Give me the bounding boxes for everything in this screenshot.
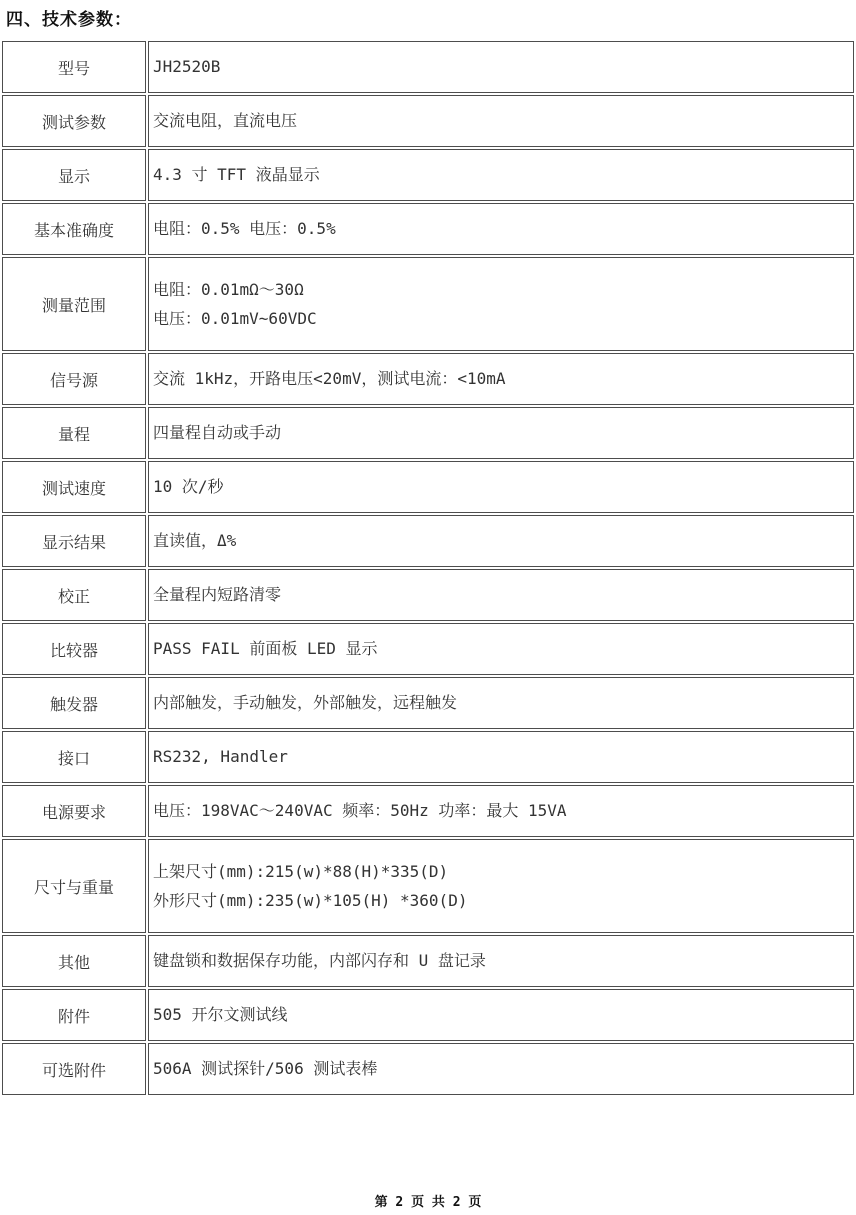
- parameter-name-cell: 测试参数: [2, 95, 146, 147]
- parameter-name-cell: 显示: [2, 149, 146, 201]
- parameter-name-cell: 接口: [2, 731, 146, 783]
- parameter-value-line: 直读值，Δ%: [153, 531, 237, 550]
- table-row: [2, 203, 854, 255]
- spec-table: [0, 39, 856, 1097]
- parameter-value-cell: [148, 839, 854, 933]
- table-row: [2, 785, 854, 837]
- parameter-value-line: JH2520B: [153, 57, 221, 76]
- parameter-value-cell: [148, 731, 854, 783]
- parameter-value-line: 交流电阻，直流电压: [153, 111, 298, 130]
- page-title: 四、技术参数：: [6, 10, 132, 30]
- parameter-value-line: 电阻：0.01mΩ～30Ω: [153, 279, 304, 299]
- parameter-value-cell: [148, 935, 854, 987]
- parameter-name-cell: 尺寸与重量: [2, 839, 146, 933]
- parameter-value-line: 506A 测试探针/506 测试表棒: [153, 1059, 378, 1078]
- parameter-name-cell: 型号: [2, 41, 146, 93]
- parameter-name-cell: 电源要求: [2, 785, 146, 837]
- parameter-name-cell: 触发器: [2, 677, 146, 729]
- parameter-value-cell: [148, 407, 854, 459]
- table-row: [2, 839, 854, 933]
- parameter-value-line: PASS FAIL 前面板 LED 显示: [153, 639, 378, 658]
- parameter-name-cell: 显示结果: [2, 515, 146, 567]
- parameter-value-line: 4.3 寸 TFT 液晶显示: [153, 165, 320, 184]
- parameter-value-line: RS232, Handler: [153, 747, 288, 766]
- parameter-value-cell: [148, 989, 854, 1041]
- parameter-value-line: 电压：0.01mV~60VDC: [153, 308, 317, 328]
- parameter-value-line: 上架尺寸(mm):215(w)*88(H)*335(D): [153, 861, 449, 881]
- parameter-name-cell: 量程: [2, 407, 146, 459]
- parameter-name-cell: 附件: [2, 989, 146, 1041]
- parameter-value-cell: [148, 41, 854, 93]
- table-row: [2, 1043, 854, 1095]
- table-row: [2, 569, 854, 621]
- table-row: [2, 935, 854, 987]
- table-row: [2, 149, 854, 201]
- table-row: [2, 41, 854, 93]
- parameter-value-cell: [148, 461, 854, 513]
- parameter-value-line: 505 开尔文测试线: [153, 1005, 288, 1024]
- parameter-value-line: 全量程内短路清零: [153, 585, 282, 604]
- parameter-value-cell: [148, 677, 854, 729]
- parameter-value-line: 10 次/秒: [153, 477, 224, 496]
- parameter-value-cell: [148, 515, 854, 567]
- parameter-name-cell: 信号源: [2, 353, 146, 405]
- parameter-value-line: 电压：198VAC～240VAC 频率：50Hz 功率：最大 15VA: [153, 801, 567, 820]
- table-row: [2, 515, 854, 567]
- parameter-name-cell: 校正: [2, 569, 146, 621]
- parameter-value-cell: [148, 569, 854, 621]
- parameter-name-cell: 可选附件: [2, 1043, 146, 1095]
- parameter-value-cell: [148, 203, 854, 255]
- table-row: [2, 353, 854, 405]
- parameter-value-cell: [148, 257, 854, 351]
- table-row: [2, 731, 854, 783]
- table-row: [2, 95, 854, 147]
- parameter-value-line: 键盘锁和数据保存功能，内部闪存和 U 盘记录: [153, 951, 486, 970]
- parameter-value-line: 外形尺寸(mm):235(w)*105(H) *360(D): [153, 890, 468, 910]
- parameter-name-cell: 测试速度: [2, 461, 146, 513]
- parameter-value-line: 电阻：0.5% 电压：0.5%: [153, 219, 336, 238]
- table-row: [2, 623, 854, 675]
- parameter-value-cell: [148, 353, 854, 405]
- parameter-name-cell: 基本准确度: [2, 203, 146, 255]
- parameter-value-line: 交流 1kHz，开路电压<20mV，测试电流：<10mA: [153, 369, 506, 388]
- parameter-value-cell: [148, 149, 854, 201]
- parameter-value-line: 四量程自动或手动: [153, 423, 282, 442]
- parameter-value-cell: [148, 623, 854, 675]
- parameter-name-cell: 其他: [2, 935, 146, 987]
- parameter-name-cell: 测量范围: [2, 257, 146, 351]
- parameter-value-line: 内部触发，手动触发，外部触发，远程触发: [153, 693, 458, 712]
- parameter-value-cell: [148, 1043, 854, 1095]
- page-number: 第 2 页 共 2 页: [374, 1195, 482, 1210]
- table-row: [2, 989, 854, 1041]
- table-row: [2, 407, 854, 459]
- spec-table-body: [2, 41, 854, 1095]
- parameter-value-cell: [148, 95, 854, 147]
- table-row: [2, 461, 854, 513]
- parameter-value-cell: [148, 785, 854, 837]
- parameter-name-cell: 比较器: [2, 623, 146, 675]
- table-row: [2, 257, 854, 351]
- table-row: [2, 677, 854, 729]
